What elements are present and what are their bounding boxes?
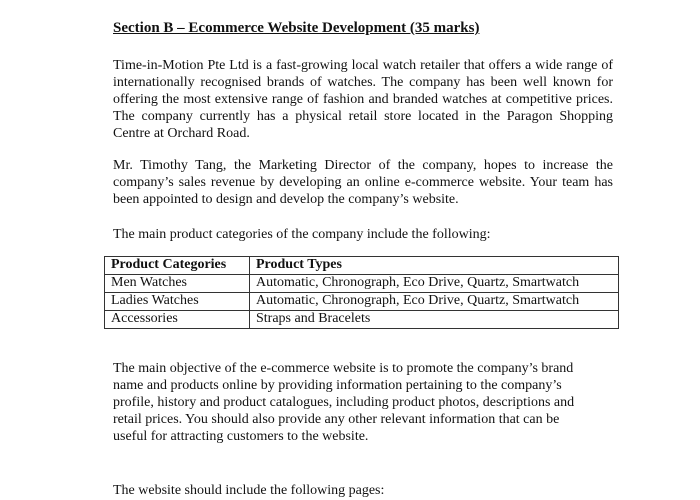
director-paragraph: Mr. Timothy Tang, the Marketing Director of the company, hopes to increase the company’s sales revenue by developing an online e-commerce website. Your team has been appointed to design and develop the company’s website.: [113, 158, 613, 207]
table-header-row: [105, 257, 619, 275]
table-row: [105, 311, 619, 329]
table-header-cell: Product Types: [250, 257, 619, 275]
section-heading: Section B – Ecommerce Website Development (35 marks): [113, 20, 480, 36]
product-table: [104, 256, 619, 329]
objective-paragraph: The main objective of the e-commerce website is to promote the company’s brand name and products online by providing information pertaining to the company’s profile, history and product catalogues, including product photos, descriptions and retail prices. You should also provide any other relevant information that can be useful for attracting customers to the website.: [113, 361, 575, 444]
pages-intro-paragraph: The website should include the following pages:: [113, 483, 385, 498]
table-cell: Automatic, Chronograph, Eco Drive, Quartz, Smartwatch: [250, 293, 619, 311]
table-cell: Automatic, Chronograph, Eco Drive, Quartz, Smartwatch: [250, 275, 619, 293]
categories-intro-paragraph: The main product categories of the company include the following:: [113, 227, 491, 242]
table-cell: Straps and Bracelets: [250, 311, 619, 329]
table-cell: Ladies Watches: [105, 293, 250, 311]
table-row: [105, 293, 619, 311]
intro-paragraph: Time-in-Motion Pte Ltd is a fast-growing local watch retailer that offers a wide range of internationally recognised brands of watches. The company has been well known for offering the most extensive range of fashion and branded watches at competitive prices. The company currently has a physical retail store located in the Paragon Shopping Centre at Orchard Road.: [113, 58, 613, 141]
table-header-cell: Product Categories: [105, 257, 250, 275]
table-cell: Accessories: [105, 311, 250, 329]
table-row: [105, 275, 619, 293]
table-cell: Men Watches: [105, 275, 250, 293]
